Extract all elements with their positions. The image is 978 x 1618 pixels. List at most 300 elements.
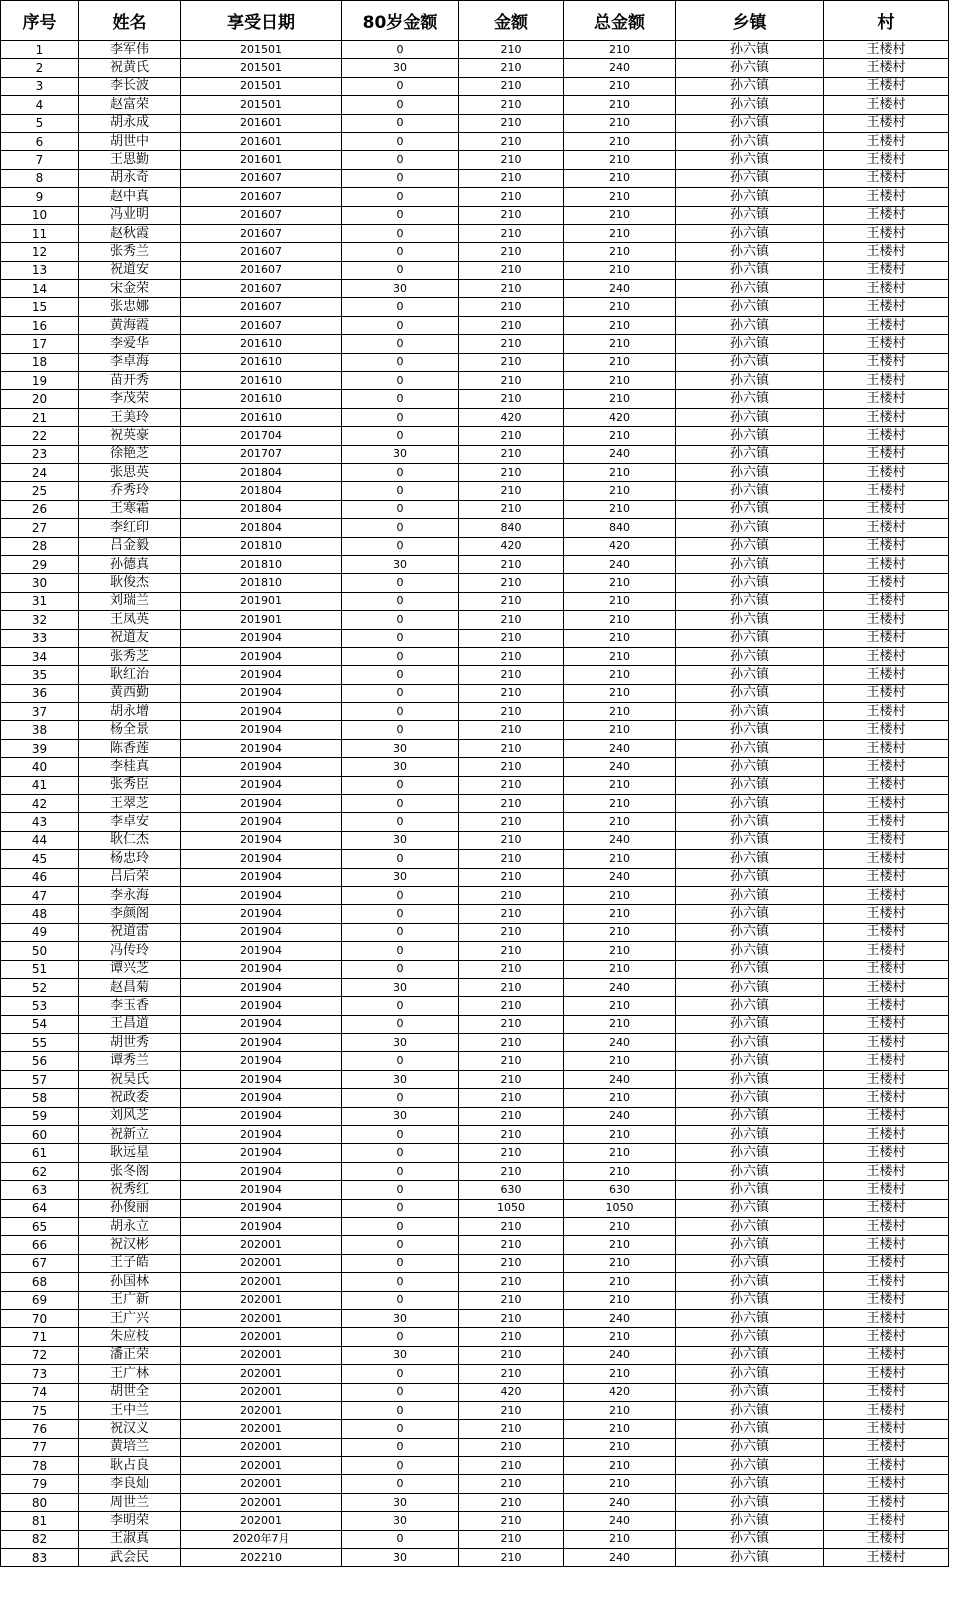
cell-total: 210 — [564, 629, 676, 647]
cell-total: 210 — [564, 776, 676, 794]
cell-seq: 43 — [1, 813, 79, 831]
cell-date: 201501 — [181, 41, 342, 59]
cell-name: 周世兰 — [79, 1493, 181, 1511]
cell-town: 孙六镇 — [676, 500, 824, 518]
cell-total: 210 — [564, 611, 676, 629]
cell-total: 210 — [564, 795, 676, 813]
cell-village: 王楼村 — [824, 316, 949, 334]
cell-amount: 210 — [459, 1420, 564, 1438]
cell-total: 210 — [564, 96, 676, 114]
cell-town: 孙六镇 — [676, 335, 824, 353]
cell-town: 孙六镇 — [676, 684, 824, 702]
cell-seq: 70 — [1, 1309, 79, 1327]
table-row — [1, 1236, 949, 1254]
cell-village: 王楼村 — [824, 114, 949, 132]
cell-village: 王楼村 — [824, 1512, 949, 1530]
cell-seq: 83 — [1, 1549, 79, 1567]
table-row — [1, 1475, 949, 1493]
cell-total: 210 — [564, 482, 676, 500]
cell-village: 王楼村 — [824, 1052, 949, 1070]
cell-date: 201904 — [181, 776, 342, 794]
cell-name: 王子皓 — [79, 1254, 181, 1272]
cell-village: 王楼村 — [824, 519, 949, 537]
cell-amount: 210 — [459, 960, 564, 978]
cell-80-amount: 0 — [342, 684, 459, 702]
cell-total: 210 — [564, 390, 676, 408]
cell-amount: 210 — [459, 1162, 564, 1180]
cell-date: 201904 — [181, 1052, 342, 1070]
table-row — [1, 905, 949, 923]
cell-name: 祝道雷 — [79, 923, 181, 941]
cell-date: 201904 — [181, 886, 342, 904]
cell-date: 202001 — [181, 1401, 342, 1419]
cell-amount: 630 — [459, 1181, 564, 1199]
cell-amount: 210 — [459, 77, 564, 95]
cell-80-amount: 0 — [342, 96, 459, 114]
cell-name: 李爱华 — [79, 335, 181, 353]
cell-name: 祝吴氏 — [79, 1070, 181, 1088]
cell-date: 201607 — [181, 280, 342, 298]
cell-amount: 210 — [459, 445, 564, 463]
cell-total: 240 — [564, 1070, 676, 1088]
cell-total: 210 — [564, 1089, 676, 1107]
cell-date: 201610 — [181, 372, 342, 390]
cell-seq: 54 — [1, 1015, 79, 1033]
cell-name: 武会民 — [79, 1549, 181, 1567]
cell-80-amount: 0 — [342, 335, 459, 353]
cell-80-amount: 30 — [342, 1309, 459, 1327]
cell-name: 祝道友 — [79, 629, 181, 647]
cell-village: 王楼村 — [824, 850, 949, 868]
cell-town: 孙六镇 — [676, 1052, 824, 1070]
cell-name: 祝汉彬 — [79, 1236, 181, 1254]
cell-date: 201904 — [181, 905, 342, 923]
table-row — [1, 1052, 949, 1070]
cell-date: 201904 — [181, 703, 342, 721]
cell-80-amount: 30 — [342, 868, 459, 886]
cell-town: 孙六镇 — [676, 1401, 824, 1419]
cell-name: 耿俊杰 — [79, 574, 181, 592]
cell-amount: 210 — [459, 1309, 564, 1327]
cell-seq: 64 — [1, 1199, 79, 1217]
cell-town: 孙六镇 — [676, 795, 824, 813]
cell-date: 201601 — [181, 114, 342, 132]
header-80-amount: 80岁金额 — [342, 1, 459, 41]
cell-date: 201904 — [181, 795, 342, 813]
cell-village: 王楼村 — [824, 1346, 949, 1364]
table-row — [1, 1328, 949, 1346]
cell-village: 王楼村 — [824, 206, 949, 224]
cell-amount: 210 — [459, 1144, 564, 1162]
cell-80-amount: 0 — [342, 592, 459, 610]
cell-total: 210 — [564, 1273, 676, 1291]
cell-seq: 18 — [1, 353, 79, 371]
table-row — [1, 555, 949, 573]
cell-name: 王广兴 — [79, 1309, 181, 1327]
cell-name: 陈香莲 — [79, 739, 181, 757]
cell-name: 李桂真 — [79, 758, 181, 776]
cell-town: 孙六镇 — [676, 1383, 824, 1401]
cell-village: 王楼村 — [824, 1218, 949, 1236]
cell-amount: 210 — [459, 555, 564, 573]
cell-town: 孙六镇 — [676, 96, 824, 114]
cell-amount: 210 — [459, 978, 564, 996]
cell-town: 孙六镇 — [676, 1273, 824, 1291]
cell-80-amount: 0 — [342, 1181, 459, 1199]
cell-village: 王楼村 — [824, 1181, 949, 1199]
cell-80-amount: 0 — [342, 574, 459, 592]
cell-village: 王楼村 — [824, 1383, 949, 1401]
cell-seq: 81 — [1, 1512, 79, 1530]
cell-name: 张思英 — [79, 463, 181, 481]
cell-village: 王楼村 — [824, 905, 949, 923]
cell-town: 孙六镇 — [676, 942, 824, 960]
cell-date: 2020年7月 — [181, 1530, 342, 1548]
cell-seq: 68 — [1, 1273, 79, 1291]
cell-date: 201901 — [181, 592, 342, 610]
cell-village: 王楼村 — [824, 684, 949, 702]
cell-80-amount: 0 — [342, 1291, 459, 1309]
cell-total: 210 — [564, 298, 676, 316]
cell-80-amount: 30 — [342, 1512, 459, 1530]
cell-town: 孙六镇 — [676, 482, 824, 500]
cell-town: 孙六镇 — [676, 1309, 824, 1327]
cell-total: 210 — [564, 886, 676, 904]
cell-amount: 210 — [459, 831, 564, 849]
cell-town: 孙六镇 — [676, 1162, 824, 1180]
cell-name: 宋金荣 — [79, 280, 181, 298]
table-row — [1, 592, 949, 610]
cell-amount: 210 — [459, 1015, 564, 1033]
cell-name: 王思勤 — [79, 151, 181, 169]
cell-seq: 53 — [1, 997, 79, 1015]
cell-seq: 32 — [1, 611, 79, 629]
cell-village: 王楼村 — [824, 795, 949, 813]
cell-amount: 420 — [459, 1383, 564, 1401]
cell-80-amount: 0 — [342, 353, 459, 371]
cell-80-amount: 0 — [342, 1401, 459, 1419]
cell-town: 孙六镇 — [676, 1365, 824, 1383]
cell-total: 210 — [564, 721, 676, 739]
cell-total: 210 — [564, 1365, 676, 1383]
table-row — [1, 96, 949, 114]
cell-seq: 48 — [1, 905, 79, 923]
cell-amount: 210 — [459, 224, 564, 242]
table-row — [1, 868, 949, 886]
cell-date: 201904 — [181, 629, 342, 647]
cell-amount: 210 — [459, 1493, 564, 1511]
cell-total: 210 — [564, 463, 676, 481]
cell-80-amount: 0 — [342, 795, 459, 813]
cell-80-amount: 0 — [342, 1475, 459, 1493]
cell-80-amount: 0 — [342, 206, 459, 224]
cell-amount: 210 — [459, 795, 564, 813]
cell-seq: 12 — [1, 243, 79, 261]
cell-seq: 58 — [1, 1089, 79, 1107]
cell-80-amount: 0 — [342, 390, 459, 408]
cell-amount: 210 — [459, 280, 564, 298]
cell-80-amount: 0 — [342, 151, 459, 169]
cell-total: 210 — [564, 905, 676, 923]
cell-seq: 30 — [1, 574, 79, 592]
cell-80-amount: 0 — [342, 629, 459, 647]
cell-80-amount: 0 — [342, 224, 459, 242]
cell-date: 201904 — [181, 850, 342, 868]
cell-name: 王凤英 — [79, 611, 181, 629]
cell-total: 240 — [564, 1512, 676, 1530]
cell-name: 孙国林 — [79, 1273, 181, 1291]
cell-town: 孙六镇 — [676, 1530, 824, 1548]
cell-total: 210 — [564, 1291, 676, 1309]
cell-seq: 40 — [1, 758, 79, 776]
cell-total: 210 — [564, 372, 676, 390]
table-row — [1, 1218, 949, 1236]
cell-total: 210 — [564, 647, 676, 665]
cell-name: 赵秋霞 — [79, 224, 181, 242]
cell-village: 王楼村 — [824, 463, 949, 481]
cell-seq: 27 — [1, 519, 79, 537]
cell-village: 王楼村 — [824, 666, 949, 684]
table-row — [1, 1346, 949, 1364]
cell-name: 祝英豪 — [79, 427, 181, 445]
cell-amount: 210 — [459, 647, 564, 665]
cell-amount: 210 — [459, 1034, 564, 1052]
cell-total: 210 — [564, 77, 676, 95]
cell-date: 202001 — [181, 1273, 342, 1291]
table-row — [1, 1291, 949, 1309]
cell-80-amount: 0 — [342, 188, 459, 206]
cell-amount: 210 — [459, 1457, 564, 1475]
cell-town: 孙六镇 — [676, 813, 824, 831]
cell-80-amount: 0 — [342, 905, 459, 923]
table-row — [1, 1107, 949, 1125]
cell-80-amount: 0 — [342, 1162, 459, 1180]
table-row — [1, 298, 949, 316]
cell-date: 202001 — [181, 1365, 342, 1383]
cell-total: 210 — [564, 206, 676, 224]
cell-seq: 61 — [1, 1144, 79, 1162]
header-total: 总金额 — [564, 1, 676, 41]
cell-name: 祝汉义 — [79, 1420, 181, 1438]
cell-village: 王楼村 — [824, 1291, 949, 1309]
cell-town: 孙六镇 — [676, 243, 824, 261]
cell-total: 240 — [564, 868, 676, 886]
cell-seq: 9 — [1, 188, 79, 206]
cell-town: 孙六镇 — [676, 1549, 824, 1567]
table-row — [1, 666, 949, 684]
cell-seq: 29 — [1, 555, 79, 573]
cell-date: 201810 — [181, 537, 342, 555]
table-row — [1, 813, 949, 831]
cell-seq: 26 — [1, 500, 79, 518]
cell-80-amount: 0 — [342, 482, 459, 500]
cell-name: 赵昌菊 — [79, 978, 181, 996]
cell-seq: 79 — [1, 1475, 79, 1493]
cell-seq: 41 — [1, 776, 79, 794]
cell-total: 240 — [564, 1034, 676, 1052]
cell-date: 201904 — [181, 739, 342, 757]
table-row — [1, 1438, 949, 1456]
table-row — [1, 1457, 949, 1475]
table-row — [1, 77, 949, 95]
cell-town: 孙六镇 — [676, 611, 824, 629]
cell-town: 孙六镇 — [676, 188, 824, 206]
cell-village: 王楼村 — [824, 77, 949, 95]
cell-name: 朱应枝 — [79, 1328, 181, 1346]
header-town: 乡镇 — [676, 1, 824, 41]
table-row — [1, 188, 949, 206]
cell-amount: 210 — [459, 1291, 564, 1309]
cell-amount: 210 — [459, 703, 564, 721]
cell-80-amount: 0 — [342, 960, 459, 978]
cell-80-amount: 0 — [342, 1052, 459, 1070]
cell-80-amount: 0 — [342, 942, 459, 960]
cell-seq: 73 — [1, 1365, 79, 1383]
header-date: 享受日期 — [181, 1, 342, 41]
table-row — [1, 1383, 949, 1401]
cell-seq: 25 — [1, 482, 79, 500]
cell-amount: 210 — [459, 1346, 564, 1364]
cell-80-amount: 0 — [342, 1328, 459, 1346]
table-row — [1, 1144, 949, 1162]
cell-town: 孙六镇 — [676, 1181, 824, 1199]
cell-total: 210 — [564, 574, 676, 592]
table-row — [1, 500, 949, 518]
cell-town: 孙六镇 — [676, 1512, 824, 1530]
cell-town: 孙六镇 — [676, 1346, 824, 1364]
cell-village: 王楼村 — [824, 1144, 949, 1162]
cell-name: 杨全景 — [79, 721, 181, 739]
cell-name: 李茂荣 — [79, 390, 181, 408]
cell-amount: 210 — [459, 261, 564, 279]
cell-seq: 74 — [1, 1383, 79, 1401]
cell-town: 孙六镇 — [676, 41, 824, 59]
cell-amount: 210 — [459, 96, 564, 114]
cell-village: 王楼村 — [824, 1107, 949, 1125]
cell-total: 210 — [564, 1438, 676, 1456]
cell-80-amount: 0 — [342, 1273, 459, 1291]
cell-town: 孙六镇 — [676, 372, 824, 390]
cell-total: 240 — [564, 758, 676, 776]
cell-80-amount: 0 — [342, 666, 459, 684]
cell-town: 孙六镇 — [676, 703, 824, 721]
cell-town: 孙六镇 — [676, 1457, 824, 1475]
cell-80-amount: 0 — [342, 1236, 459, 1254]
cell-name: 潘正荣 — [79, 1346, 181, 1364]
cell-town: 孙六镇 — [676, 169, 824, 187]
cell-seq: 3 — [1, 77, 79, 95]
cell-town: 孙六镇 — [676, 1328, 824, 1346]
cell-name: 王昌道 — [79, 1015, 181, 1033]
cell-80-amount: 0 — [342, 923, 459, 941]
cell-name: 耿仁杰 — [79, 831, 181, 849]
table-row — [1, 1530, 949, 1548]
cell-village: 王楼村 — [824, 261, 949, 279]
table-row — [1, 1181, 949, 1199]
cell-seq: 24 — [1, 463, 79, 481]
cell-total: 420 — [564, 537, 676, 555]
cell-village: 王楼村 — [824, 59, 949, 77]
cell-seq: 5 — [1, 114, 79, 132]
header-seq: 序号 — [1, 1, 79, 41]
cell-name: 祝道安 — [79, 261, 181, 279]
table-row — [1, 703, 949, 721]
cell-amount: 210 — [459, 427, 564, 445]
cell-village: 王楼村 — [824, 1199, 949, 1217]
cell-total: 210 — [564, 335, 676, 353]
cell-town: 孙六镇 — [676, 1493, 824, 1511]
cell-date: 201607 — [181, 298, 342, 316]
cell-village: 王楼村 — [824, 813, 949, 831]
cell-name: 李永海 — [79, 886, 181, 904]
cell-town: 孙六镇 — [676, 574, 824, 592]
cell-name: 李卓安 — [79, 813, 181, 831]
cell-town: 孙六镇 — [676, 59, 824, 77]
cell-seq: 10 — [1, 206, 79, 224]
cell-amount: 210 — [459, 1475, 564, 1493]
cell-amount: 210 — [459, 629, 564, 647]
cell-80-amount: 0 — [342, 611, 459, 629]
cell-seq: 14 — [1, 280, 79, 298]
cell-name: 胡永立 — [79, 1218, 181, 1236]
table-row — [1, 261, 949, 279]
cell-date: 201904 — [181, 1199, 342, 1217]
cell-village: 王楼村 — [824, 1126, 949, 1144]
cell-80-amount: 0 — [342, 1420, 459, 1438]
cell-total: 210 — [564, 1144, 676, 1162]
cell-village: 王楼村 — [824, 1493, 949, 1511]
cell-total: 210 — [564, 500, 676, 518]
table-row — [1, 114, 949, 132]
cell-village: 王楼村 — [824, 611, 949, 629]
cell-amount: 210 — [459, 1070, 564, 1088]
cell-name: 祝新立 — [79, 1126, 181, 1144]
cell-date: 201501 — [181, 96, 342, 114]
cell-total: 210 — [564, 703, 676, 721]
table-row — [1, 169, 949, 187]
cell-village: 王楼村 — [824, 41, 949, 59]
cell-seq: 15 — [1, 298, 79, 316]
cell-date: 201904 — [181, 868, 342, 886]
cell-date: 201904 — [181, 1162, 342, 1180]
cell-name: 谭秀兰 — [79, 1052, 181, 1070]
cell-amount: 210 — [459, 243, 564, 261]
cell-amount: 210 — [459, 188, 564, 206]
cell-village: 王楼村 — [824, 188, 949, 206]
cell-village: 王楼村 — [824, 335, 949, 353]
cell-total: 210 — [564, 813, 676, 831]
cell-amount: 210 — [459, 316, 564, 334]
cell-date: 201501 — [181, 77, 342, 95]
cell-total: 240 — [564, 1346, 676, 1364]
cell-total: 240 — [564, 555, 676, 573]
cell-amount: 210 — [459, 1126, 564, 1144]
cell-town: 孙六镇 — [676, 1475, 824, 1493]
cell-village: 王楼村 — [824, 132, 949, 150]
cell-amount: 210 — [459, 1530, 564, 1548]
header-row — [1, 1, 949, 41]
cell-80-amount: 30 — [342, 1493, 459, 1511]
cell-total: 210 — [564, 224, 676, 242]
cell-name: 胡世中 — [79, 132, 181, 150]
cell-town: 孙六镇 — [676, 647, 824, 665]
cell-town: 孙六镇 — [676, 905, 824, 923]
cell-seq: 55 — [1, 1034, 79, 1052]
cell-total: 210 — [564, 1457, 676, 1475]
cell-amount: 210 — [459, 886, 564, 904]
cell-seq: 21 — [1, 408, 79, 426]
cell-date: 201501 — [181, 59, 342, 77]
